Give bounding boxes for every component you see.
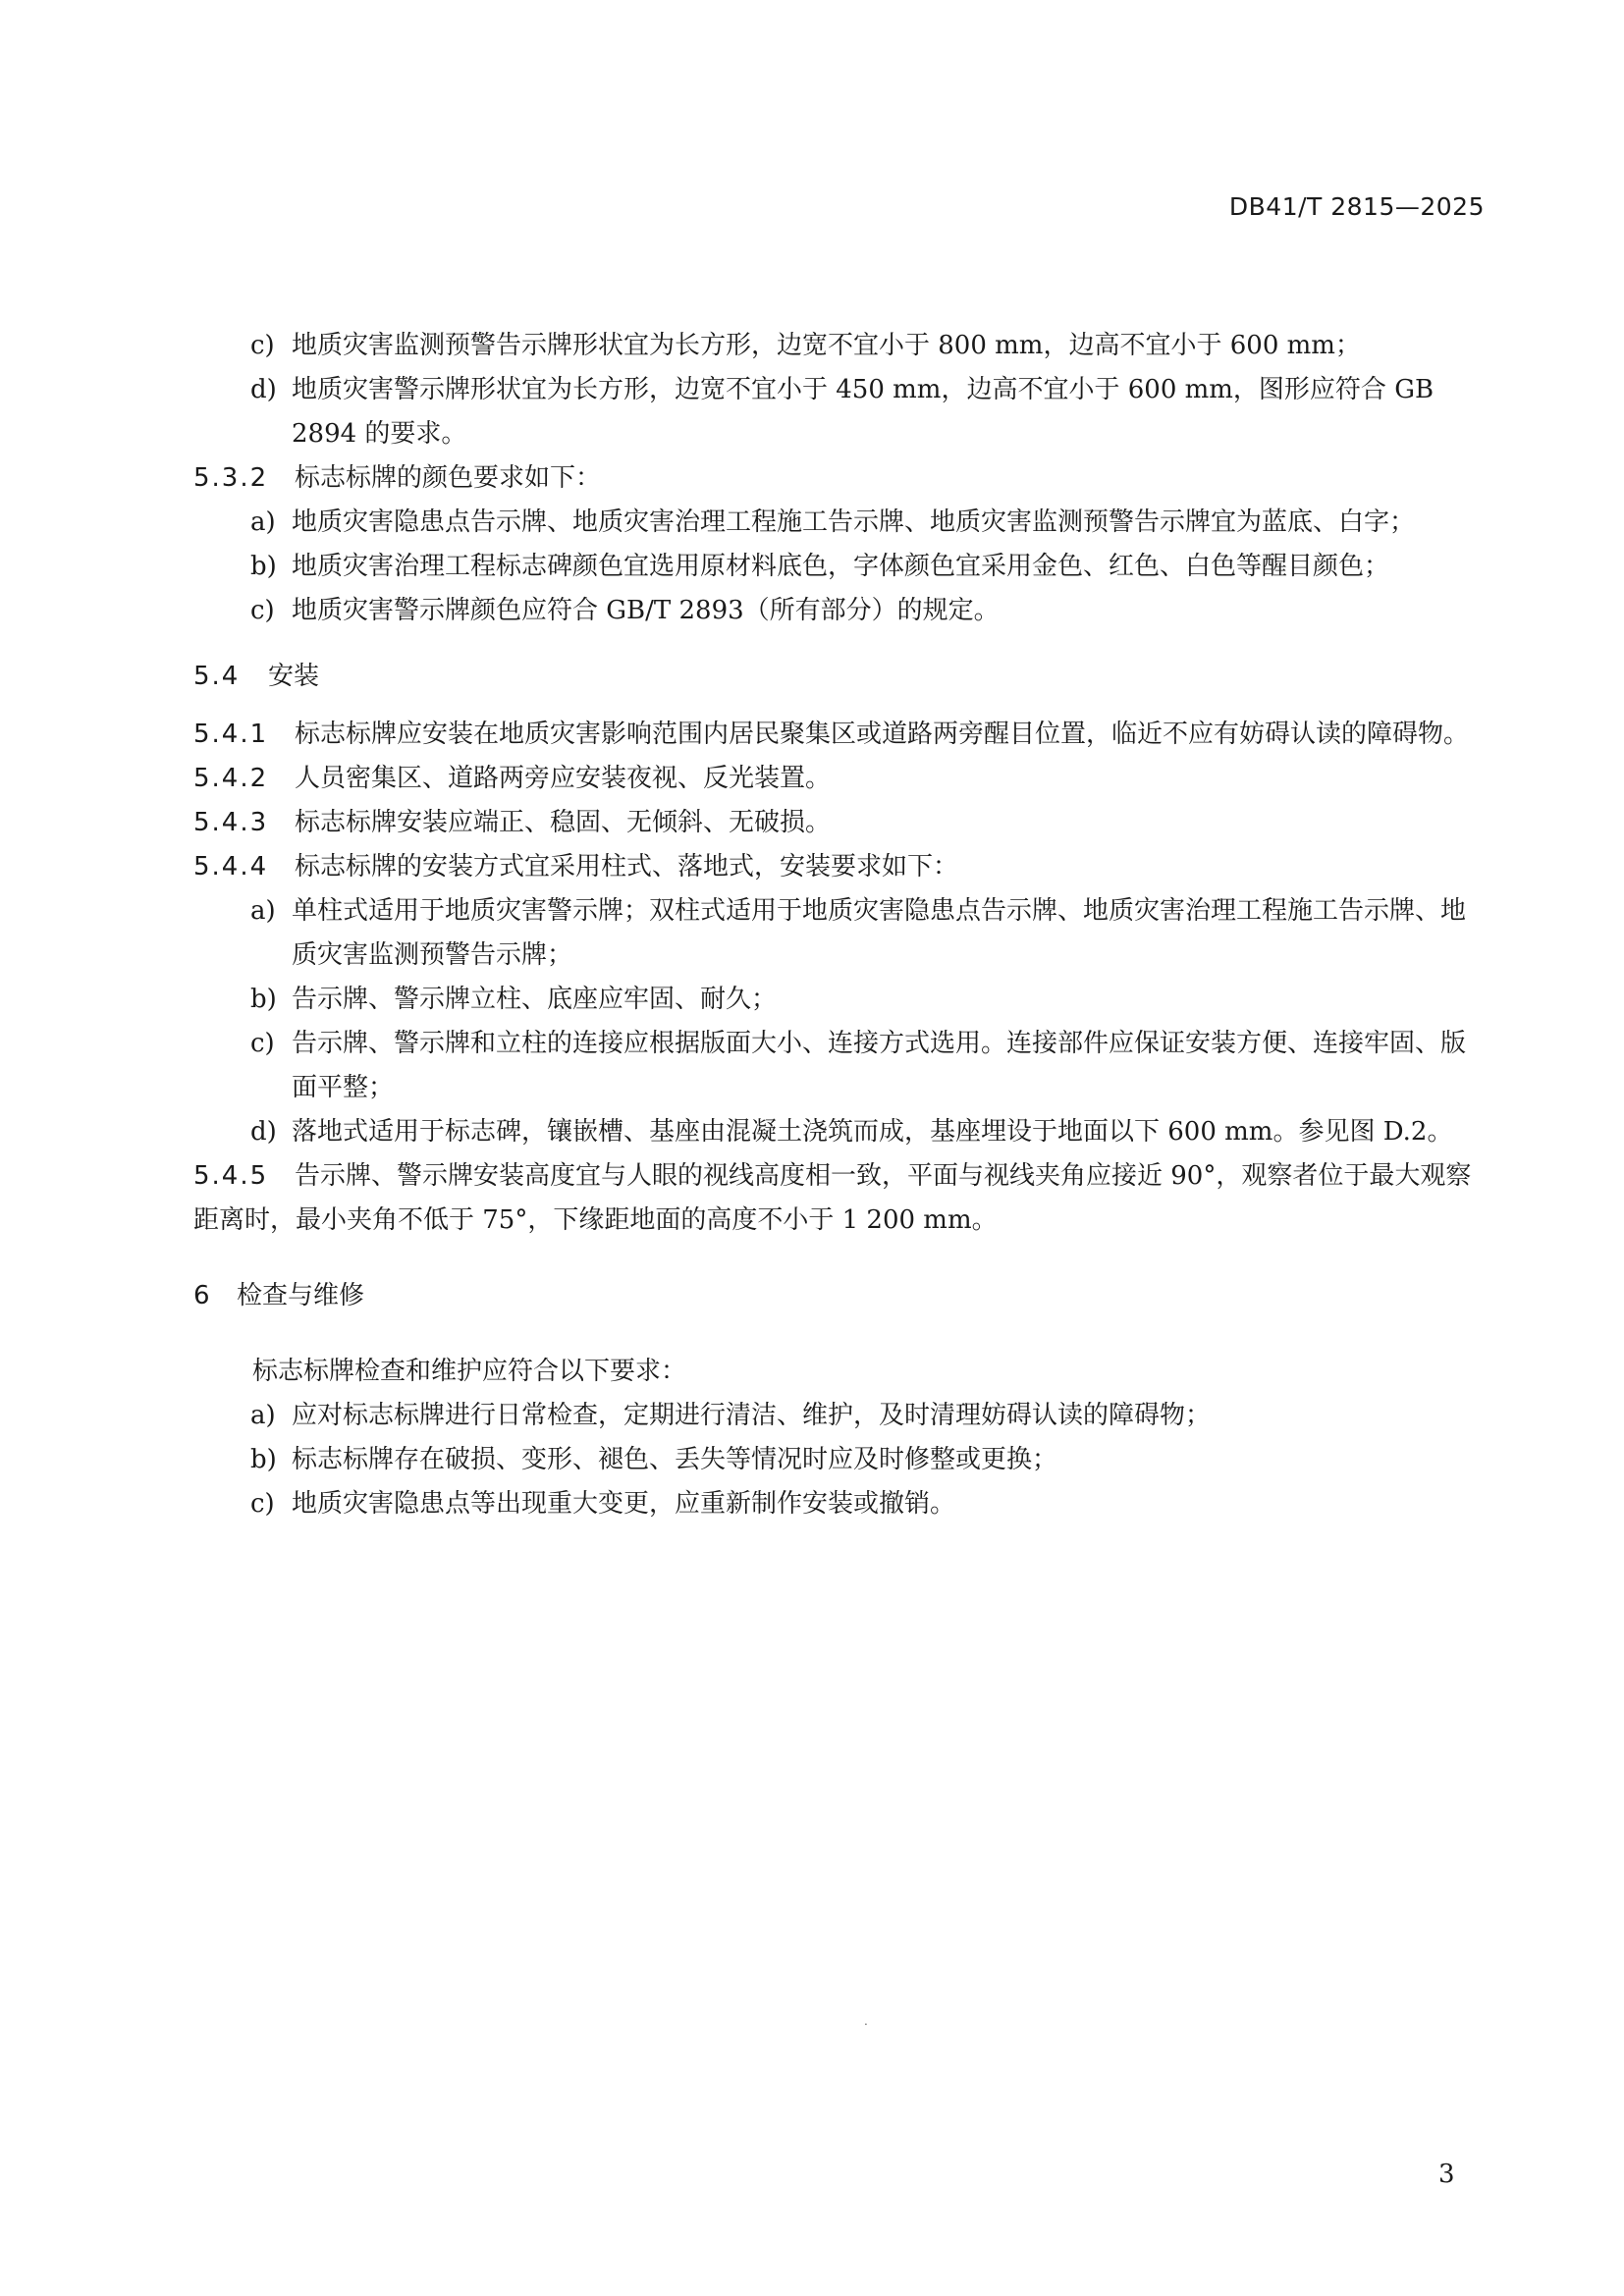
list-item bbox=[193, 589, 1489, 633]
list-item bbox=[193, 978, 1489, 1022]
clause-text: 告示牌、警示牌安装高度宜与人眼的视线高度相一致，平面与视线夹角应接近 90°，观察者位于最大观察距离时，最小夹角不低于 75°，下缘距地面的高度不小于 1 200 mm。 bbox=[193, 1161, 1472, 1235]
section-heading-6 bbox=[193, 1274, 1489, 1318]
item-marker: c) bbox=[250, 1029, 275, 1058]
item-marker: a) bbox=[250, 507, 276, 537]
section-intro: 标志标牌检查和维护应符合以下要求： bbox=[252, 1357, 687, 1386]
item-text: 告示牌、警示牌和立柱的连接应根据版面大小、连接方式选用。连接部件应保证安装方便、连接牢固、版面平整； bbox=[292, 1029, 1467, 1102]
list-item bbox=[193, 1110, 1489, 1154]
clause-number: 5.4.3 bbox=[193, 808, 269, 837]
clause-5-4-3 bbox=[193, 801, 1489, 845]
item-text: 地质灾害监测预警告示牌形状宜为长方形，边宽不宜小于 800 mm，边高不宜小于 600 mm； bbox=[292, 331, 1361, 360]
list-item bbox=[193, 501, 1489, 545]
section-heading-5-4 bbox=[193, 655, 1489, 699]
clause-5-4-4 bbox=[193, 845, 1489, 889]
item-text: 单柱式适用于地质灾害警示牌；双柱式适用于地质灾害隐患点告示牌、地质灾害治理工程施工告示牌、地质灾害监测预警告示牌； bbox=[292, 896, 1467, 970]
item-marker: b) bbox=[250, 1445, 277, 1474]
item-marker: c) bbox=[250, 596, 275, 625]
clause-5-4-2 bbox=[193, 757, 1489, 801]
clause-number: 5.4.1 bbox=[193, 720, 269, 749]
clause-number: 5.4.4 bbox=[193, 852, 269, 881]
item-marker: d) bbox=[250, 1117, 277, 1147]
clause-5-4-5 bbox=[193, 1154, 1489, 1243]
clause-5-3-2 bbox=[193, 456, 1489, 501]
item-text: 地质灾害隐患点等出现重大变更，应重新制作安装或撤销。 bbox=[292, 1489, 956, 1519]
clause-text: 标志标牌的安装方式宜采用柱式、落地式，安装要求如下： bbox=[295, 852, 959, 881]
list-item bbox=[193, 889, 1489, 978]
page-number: 3 bbox=[1438, 2160, 1455, 2189]
item-text: 地质灾害治理工程标志碑颜色宜选用原材料底色，字体颜色宜采用金色、红色、白色等醒目颜色； bbox=[292, 552, 1390, 581]
item-text: 地质灾害警示牌颜色应符合 GB/T 2893（所有部分）的规定。 bbox=[292, 596, 1000, 625]
list-item bbox=[193, 1438, 1489, 1482]
item-text: 标志标牌存在破损、变形、褪色、丢失等情况时应及时修整或更换； bbox=[292, 1445, 1058, 1474]
document-code: DB41/T 2815—2025 bbox=[1228, 192, 1485, 221]
section-number: 5.4 bbox=[193, 662, 241, 691]
item-text: 落地式适用于标志碑，镶嵌槽、基座由混凝土浇筑而成，基座埋设于地面以下 600 mm。参见图 D.2。 bbox=[292, 1117, 1453, 1147]
clause-5-4-1 bbox=[193, 713, 1489, 757]
clause-text: 标志标牌安装应端正、稳固、无倾斜、无破损。 bbox=[295, 808, 832, 837]
clause-text: 标志标牌应安装在地质灾害影响范围内居民聚集区或道路两旁醒目位置，临近不应有妨碍认读的障碍物。 bbox=[295, 720, 1470, 749]
page-body bbox=[193, 324, 1489, 1526]
clause-text: 人员密集区、道路两旁应安装夜视、反光装置。 bbox=[295, 764, 832, 793]
center-dot-mark: . bbox=[864, 2014, 868, 2028]
item-marker: d) bbox=[250, 375, 277, 404]
clause-number: 5.4.5 bbox=[193, 1161, 269, 1191]
item-text: 地质灾害隐患点告示牌、地质灾害治理工程施工告示牌、地质灾害监测预警告示牌宜为蓝底、白字； bbox=[292, 507, 1416, 537]
list-item bbox=[193, 1394, 1489, 1438]
list-item bbox=[193, 368, 1489, 456]
section-title: 安装 bbox=[268, 662, 320, 691]
item-marker: c) bbox=[250, 1489, 275, 1519]
item-marker: b) bbox=[250, 552, 277, 581]
section-number: 6 bbox=[193, 1281, 212, 1310]
clause-text: 标志标牌的颜色要求如下： bbox=[295, 463, 602, 493]
item-marker: b) bbox=[250, 985, 277, 1014]
clause-number: 5.4.2 bbox=[193, 764, 269, 793]
list-item bbox=[193, 545, 1489, 589]
item-text: 告示牌、警示牌立柱、底座应牢固、耐久； bbox=[292, 985, 778, 1014]
list-item bbox=[193, 1482, 1489, 1526]
item-text: 地质灾害警示牌形状宜为长方形，边宽不宜小于 450 mm，边高不宜小于 600 mm，图形应符合 GB 2894 的要求。 bbox=[292, 375, 1435, 449]
item-marker: c) bbox=[250, 331, 275, 360]
list-item bbox=[193, 324, 1489, 368]
section-title: 检查与维修 bbox=[237, 1281, 365, 1310]
clause-number: 5.3.2 bbox=[193, 463, 269, 493]
item-text: 应对标志标牌进行日常检查，定期进行清洁、维护，及时清理妨碍认读的障碍物； bbox=[292, 1401, 1212, 1430]
list-item bbox=[193, 1022, 1489, 1110]
item-marker: a) bbox=[250, 1401, 276, 1430]
item-marker: a) bbox=[250, 896, 276, 926]
